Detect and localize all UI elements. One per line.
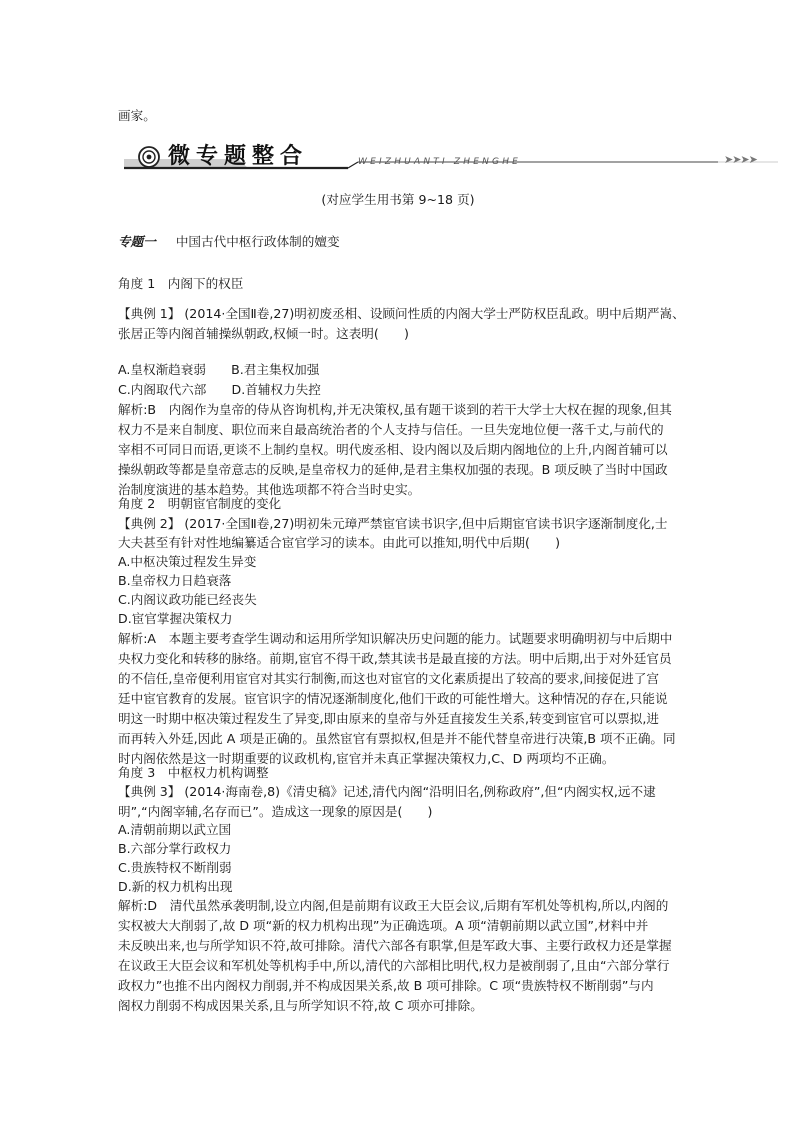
angle3-analysis-line: 未反映出来,也与所学知识不符,故可排除。清代六部各有职掌,但是军政大事、主要行政权力还是掌握 bbox=[118, 938, 672, 953]
angle2-question-line: 大夫甚至有针对性地编纂适合宦官学习的读本。由此可以推知,明代中后期( ) bbox=[118, 535, 561, 550]
angle2-question-line: 【典例 2】 (2017·全国Ⅱ卷,27)明初朱元璋严禁宦官读书识字,但中后期宦官读书识字逐渐制度化,士 bbox=[118, 516, 668, 531]
section-header-pinyin: WEIZHUANTI ZHENGHE bbox=[358, 157, 522, 167]
angle1-heading: 角度 1 内阁下的权臣 bbox=[118, 276, 244, 291]
angle1-question-line: 【典例 1】 (2014·全国Ⅱ卷,27)明初废丞相、设顾问性质的内阁大学士严防权臣乱政。明中后期严嵩、 bbox=[118, 306, 685, 321]
angle3-option-line: B.六部分掌行政权力 bbox=[118, 841, 232, 856]
angle2-option-line: C.内阁议政功能已经丧失 bbox=[118, 592, 257, 607]
angle2-option-line: B.皇帝权力日趋衰落 bbox=[118, 573, 232, 588]
angle3-analysis-line: 政权力”也推不出内阁权力削弱,并不构成因果关系,故 B 项可排除。C 项“贵族特权不断削弱”与内 bbox=[118, 978, 654, 993]
top-fragment-text: 画家。 bbox=[118, 108, 156, 123]
section-header-title: 微专题整合 bbox=[168, 144, 309, 169]
angle3-option-line: D.新的权力机构出现 bbox=[118, 879, 233, 894]
topic-label: 专题一 bbox=[118, 234, 156, 249]
angle2-analysis-line: 央权力变化和转移的脉络。前期,宦官不得干政,禁其读书是最直接的方法。明中后期,出于对外廷官员 bbox=[118, 651, 672, 666]
angle3-question-line: 明”,“内阁宰辅,名存而已”。造成这一现象的原因是( ) bbox=[118, 804, 433, 819]
header-arrows-icon: ➤➤➤➤ bbox=[724, 153, 757, 166]
angle1-analysis-line: 治制度演进的基本趋势。其他选项都不符合当时史实。 bbox=[118, 482, 421, 497]
angle1-option-line: A.皇权渐趋衰弱 B.君主集权加强 bbox=[118, 362, 320, 377]
angle1-option-line: C.内阁取代六部 D.首辅权力失控 bbox=[118, 382, 321, 397]
angle2-analysis-line: 的不信任,皇帝便利用宦官对其实行制衡,而这也对宦官的文化素质提出了较高的要求,间接促进了宫 bbox=[118, 671, 659, 686]
angle2-option-line: D.宦官掌握决策权力 bbox=[118, 611, 233, 626]
angle3-analysis-line: 在议政王大臣会议和军机处等机构手中,所以,清代的六部相比明代,权力是被削弱了,且由“六部分掌行 bbox=[118, 958, 670, 973]
angle3-option-line: A.清朝前期以武立国 bbox=[118, 822, 232, 837]
disc-logo-icon bbox=[138, 146, 160, 168]
angle1-analysis-line: 解析:B 内阁作为皇帝的侍从咨询机构,并无决策权,虽有题干谈到的若干大学士大权在握的现象,但其 bbox=[118, 402, 672, 417]
angle2-analysis-line: 廷中宦官教育的发展。宦官识字的情况逐渐制度化,他们干政的可能性增大。这种情况的存在,只能说 bbox=[118, 691, 668, 706]
angle3-analysis-line: 解析:D 清代虽然承袭明制,设立内阁,但是前期有议政王大臣会议,后期有军机处等机构,所以,内阁的 bbox=[118, 898, 669, 913]
angle2-analysis-line: 解析:A 本题主要考查学生调动和运用所学知识解决历史问题的能力。试题要求明确明初与中后期中 bbox=[118, 631, 673, 646]
angle2-heading: 角度 2 明朝宦官制度的变化 bbox=[118, 496, 282, 511]
angle2-analysis-line: 时内阁依然是这一时期重要的议政机构,宦官并未真正掌握决策权力,C、D 两项均不正确。 bbox=[118, 751, 615, 766]
angle1-analysis-line: 宰相不可同日而语,更谈不上制约皇权。明代废丞相、设内阁以及后期内阁地位的上升,内阁首辅可以 bbox=[118, 442, 668, 457]
angle2-analysis-line: 明这一时期中枢决策过程发生了异变,即由原来的皇帝与外廷直接发生关系,转变到宦官可以票拟,进 bbox=[118, 711, 659, 726]
angle1-question-line: 张居正等内阁首辅操纵朝政,权倾一时。这表明( ) bbox=[118, 326, 409, 341]
angle3-question-line: 【典例 3】 (2014·海南卷,8)《清史稿》记述,清代内阁“沿明旧名,例称政府”,但“内阁实权,远不逮 bbox=[118, 784, 656, 799]
topic-title: 中国古代中枢行政体制的嬗变 bbox=[175, 234, 340, 249]
angle1-analysis-line: 操纵朝政等都是皇帝意志的反映,是皇帝权力的延伸,是君主集权加强的表现。B 项反映了当时中国政 bbox=[118, 462, 668, 477]
angle3-analysis-line: 阁权力削弱不构成因果关系,且与所学知识不符,故 C 项亦可排除。 bbox=[118, 998, 483, 1013]
angle3-heading: 角度 3 中枢权力机构调整 bbox=[118, 765, 269, 780]
angle2-analysis-line: 而再转入外廷,因此 A 项是正确的。虽然宦官有票拟权,但是并不能代替皇帝进行决策,B 项不正确。同 bbox=[118, 731, 676, 746]
topic-heading bbox=[118, 232, 340, 252]
angle1-analysis-line: 权力不是来自制度、职位而来自最高统治者的个人支持与信任。一旦失宠地位便一落千丈,与前代的 bbox=[118, 422, 664, 437]
angle3-analysis-line: 实权被大大削弱了,故 D 项“新的权力机构出现”为正确选项。A 项“清朝前期以武立国”,材料中并 bbox=[118, 918, 649, 933]
angle2-option-line: A.中枢决策过程发生异变 bbox=[118, 554, 257, 569]
page-reference: (对应学生用书第 9~18 页) bbox=[321, 192, 475, 207]
angle3-option-line: C.贵族特权不断削弱 bbox=[118, 860, 232, 875]
